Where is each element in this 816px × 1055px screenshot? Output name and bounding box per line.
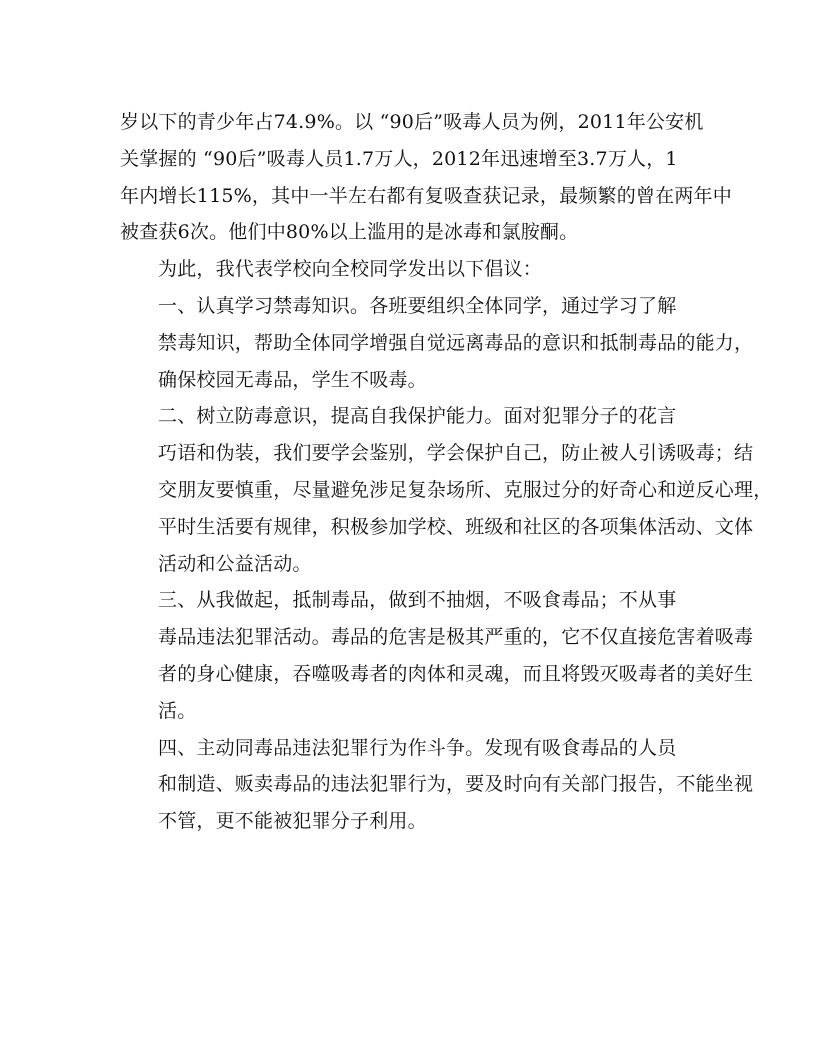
- text-line: 关掌握的 “90后”吸毒人员1.7万人，2012年迅速增至3.7万人，1: [120, 147, 678, 170]
- text-line: 禁毒知识，帮助全体同学增强自觉远离毒品的意识和抵制毒品的能力，: [158, 331, 754, 354]
- text-line: 岁以下的青少年占74.9%。以 “90后”吸毒人员为例，2011年公安机: [120, 111, 704, 133]
- paragraph-point-three: [120, 582, 754, 729]
- text-line: 活动和公益活动。: [158, 552, 312, 575]
- paragraph-point-two: [120, 398, 773, 582]
- text-line: 四、主动同毒品违法犯罪行为作斗争。发现有吸食毒品的人员: [158, 736, 677, 759]
- text-line: 确保校园无毒品，学生不吸毒。: [158, 368, 427, 391]
- text-line: 巧语和伪装，我们要学会鉴别，学会保护自己，防止被人引诱吸毒；结: [158, 442, 754, 465]
- text-line: 年内增长115%，其中一半左右都有复吸查获记录，最频繁的曾在两年中: [120, 184, 732, 207]
- text-line: 和制造、贩卖毒品的违法犯罪行为，要及时向有关部门报告，不能坐视: [158, 773, 754, 796]
- text-line: 被查获6次。他们中80%以上滥用的是冰毒和氯胺酮。: [120, 221, 579, 244]
- text-line: 平时生活要有规律，积极参加学校、班级和社区的各项集体活动、文体: [158, 515, 754, 538]
- text-line: 不管，更不能被犯罪分子利用。: [158, 810, 427, 833]
- text-line: 三、从我做起，抵制毒品，做到不抽烟，不吸食毒品；不从事: [158, 589, 677, 612]
- document-body: [120, 104, 773, 840]
- text-line: 一、认真学习禁毒知识。各班要组织全体同学，通过学习了解: [158, 294, 677, 317]
- paragraph-point-one: [120, 288, 754, 398]
- text-line: 二、树立防毒意识，提高自我保护能力。面对犯罪分子的花言: [158, 405, 677, 428]
- paragraph-initiative-intro: [120, 251, 700, 288]
- paragraph-statistics: [120, 104, 732, 251]
- paragraph-point-four: [120, 730, 754, 840]
- text-line: 者的身心健康，吞噬吸毒者的肉体和灵魂，而且将毁灭吸毒者的美好生: [158, 662, 754, 685]
- text-line: 为此，我代表学校向全校同学发出以下倡议：: [158, 258, 543, 281]
- text-line: 交朋友要慎重，尽量避免涉足复杂场所、克服过分的好奇心和逆反心理，: [158, 478, 773, 501]
- text-line: 毒品违法犯罪活动。毒品的危害是极其严重的，它不仅直接危害着吸毒: [158, 626, 754, 649]
- text-line: 活。: [158, 699, 197, 722]
